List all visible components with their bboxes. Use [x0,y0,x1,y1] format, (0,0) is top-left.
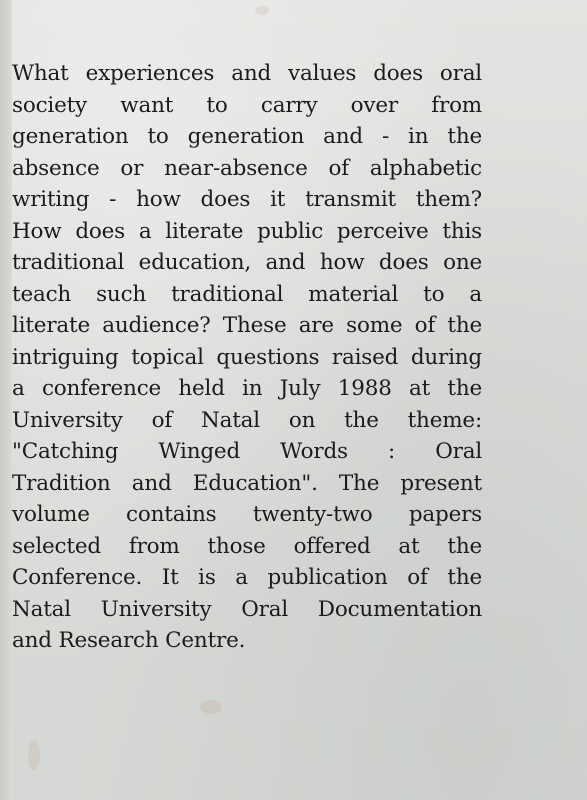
blurb-line: writing - how does it transmit them? [12,187,482,212]
cover-edge-shadow [0,0,12,800]
blurb-line: Conference. It is a publication of the [12,565,482,590]
blurb-line: University of Natal on the theme: [12,407,482,433]
blurb-line: generation to generation and - in the [12,124,482,149]
blurb-line: selected from those offered at the [12,533,482,559]
blurb-line: How does a literate public perceive this [12,218,482,244]
blurb-line: "Catching Winged Words : Oral [12,439,482,464]
blurb-line: Natal University Oral Documentation [12,596,482,622]
blurb-line: volume contains twenty-two papers [12,502,482,527]
blurb-line: traditional education, and how does one [12,250,482,275]
blurb-text [12,58,482,657]
blurb-line: absence or near-absence of alphabetic [12,155,482,181]
blurb-line: and Research Centre. [12,628,246,653]
blurb-line: teach such traditional material to a [12,281,482,307]
blurb-line: literate audience? These are some of the [12,313,482,338]
blurb-line: a conference held in July 1988 at the [12,376,482,401]
paper-speck [255,6,269,15]
paper-speck [200,700,222,714]
blurb-line: What experiences and values does oral [12,61,482,86]
blurb-line: society want to carry over from [12,92,482,118]
blurb-line: intriguing topical questions raised during [12,344,482,370]
paper-speck [28,740,40,770]
blurb-line: Tradition and Education". The present [12,470,482,496]
